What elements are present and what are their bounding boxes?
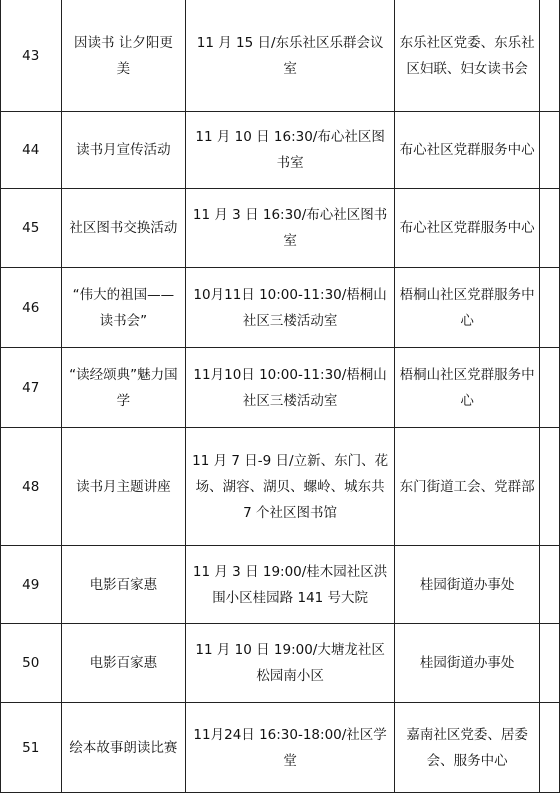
event-title: 绘本故事朗读比赛 (69, 739, 178, 756)
event-organizer-cell (394, 624, 539, 703)
row-number-cell (1, 0, 62, 112)
event-time-place: 11 月 7 日-9 日/立新、东门、花场、湖容、湖贝、螺岭、城东共 7 个社区图书馆 (192, 452, 389, 521)
event-title-cell (61, 703, 186, 793)
row-number: 46 (22, 299, 40, 316)
row-number-cell (1, 546, 62, 624)
event-title-cell (61, 624, 186, 703)
truncated-column-cell (540, 703, 560, 793)
row-number: 44 (22, 142, 40, 158)
event-time-place-cell (186, 624, 395, 703)
table-row (1, 189, 560, 268)
event-title: 社区图书交换活动 (69, 220, 178, 236)
table-row (1, 348, 560, 428)
event-title-cell (61, 112, 186, 189)
event-title-cell (61, 0, 186, 112)
event-organizer: 布心社区党群服务中心 (399, 220, 535, 236)
truncated-column-cell (540, 112, 560, 189)
event-organizer-cell (394, 703, 539, 793)
event-organizer: 梧桐山社区党群服务中心 (399, 286, 535, 329)
table-row (1, 624, 560, 703)
event-organizer-cell (394, 546, 539, 624)
event-title-cell (61, 546, 186, 624)
truncated-column-cell (540, 189, 560, 268)
event-organizer: 东门街道工会、党群部 (399, 478, 535, 495)
table-row (1, 268, 560, 348)
row-number: 43 (22, 47, 40, 64)
event-organizer-cell (394, 189, 539, 268)
truncated-column-cell (540, 624, 560, 703)
row-number-cell (1, 428, 62, 546)
table-row (1, 112, 560, 189)
event-organizer-cell (394, 268, 539, 348)
event-time-place-cell (186, 703, 395, 793)
event-organizer-cell (394, 112, 539, 189)
event-time-place: 11 月 3 日 19:00/桂木园社区洪围小区桂园路 141 号大院 (192, 563, 388, 606)
event-organizer-cell (394, 0, 539, 112)
event-time-place-cell (186, 546, 395, 624)
row-number-cell (1, 189, 62, 268)
events-table-body (1, 0, 560, 793)
row-number: 49 (22, 576, 40, 593)
truncated-column-cell (540, 546, 560, 624)
event-time-place: 11月10日 10:00-11:30/梧桐山社区三楼活动室 (193, 366, 387, 409)
table-row (1, 546, 560, 624)
event-title: 读书月主题讲座 (76, 478, 171, 495)
event-organizer-cell (394, 428, 539, 546)
row-number-cell (1, 624, 62, 703)
event-time-place: 11 月 10 日 19:00/大塘龙社区松园南小区 (195, 642, 385, 684)
event-title: 因读书 让夕阳更美 (74, 34, 173, 77)
row-number: 48 (22, 478, 40, 495)
event-title: “读经颂典”魅力国学 (69, 366, 178, 409)
event-time-place: 11 月 3 日 16:30/布心社区图书室 (192, 207, 388, 249)
row-number: 51 (22, 739, 40, 756)
event-title: “伟大的祖国——读书会” (72, 286, 175, 329)
event-title-cell (61, 428, 186, 546)
event-title-cell (61, 189, 186, 268)
event-time-place-cell (186, 112, 395, 189)
truncated-column-cell (540, 268, 560, 348)
event-title: 读书月宣传活动 (76, 142, 171, 158)
event-organizer: 东乐社区党委、东乐社区妇联、妇女读书会 (399, 34, 535, 77)
event-time-place: 11月24日 16:30-18:00/社区学堂 (193, 726, 387, 769)
event-time-place: 11 月 15 日/东乐社区乐群会议室 (196, 34, 384, 77)
event-organizer: 嘉南社区党委、居委会、服务中心 (406, 726, 528, 769)
event-time-place-cell (186, 268, 395, 348)
row-number-cell (1, 348, 62, 428)
event-organizer-cell (394, 348, 539, 428)
event-organizer: 桂园街道办事处 (419, 576, 515, 593)
table-row (1, 0, 560, 112)
row-number-cell (1, 268, 62, 348)
event-title-cell (61, 268, 186, 348)
truncated-column-cell (540, 0, 560, 112)
truncated-column-cell (540, 348, 560, 428)
event-organizer: 梧桐山社区党群服务中心 (399, 366, 535, 409)
event-time-place: 10月11日 10:00-11:30/梧桐山社区三楼活动室 (193, 286, 387, 329)
event-time-place: 11 月 10 日 16:30/布心社区图书室 (195, 129, 385, 171)
event-title: 电影百家惠 (89, 655, 158, 671)
event-organizer: 布心社区党群服务中心 (399, 142, 535, 158)
event-time-place-cell (186, 0, 395, 112)
event-time-place-cell (186, 189, 395, 268)
event-title: 电影百家惠 (89, 576, 158, 593)
event-organizer: 桂园街道办事处 (419, 655, 515, 671)
table-row (1, 428, 560, 546)
event-time-place-cell (186, 428, 395, 546)
row-number: 45 (22, 220, 40, 236)
row-number: 50 (22, 655, 40, 671)
row-number-cell (1, 112, 62, 189)
row-number-cell (1, 703, 62, 793)
row-number: 47 (22, 379, 40, 396)
event-time-place-cell (186, 348, 395, 428)
table-row (1, 703, 560, 793)
truncated-column-cell (540, 428, 560, 546)
event-title-cell (61, 348, 186, 428)
